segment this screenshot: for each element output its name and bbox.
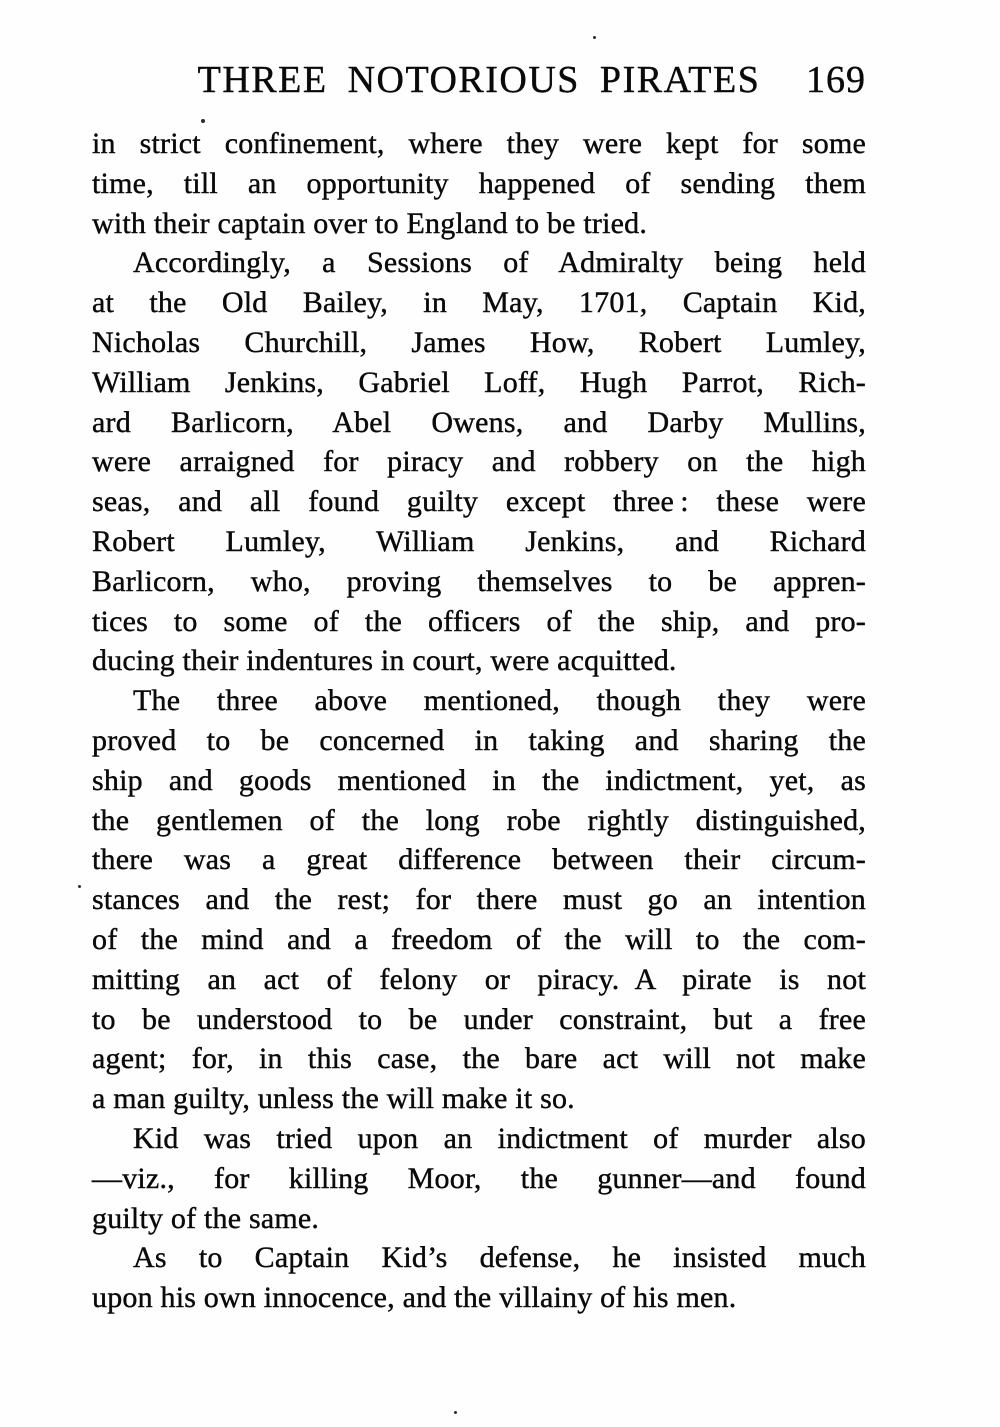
ink-speck bbox=[201, 119, 205, 123]
text-line: with their captain over to England to be tried. bbox=[92, 206, 648, 240]
text-line: Accordingly, a Sessions of Admiralty being held bbox=[133, 246, 866, 280]
text-line: ducing their indentures in court, were acquitted. bbox=[92, 644, 677, 678]
text-line: at the Old Bailey, in May, 1701, Captain Kid, bbox=[92, 286, 866, 320]
text-line: —viz., for killing Moor, the gunner—and found bbox=[92, 1161, 866, 1195]
text-line: ard Barlicorn, Abel Owens, and Darby Mullins, bbox=[92, 405, 866, 439]
text-line: Nicholas Churchill, James How, Robert Lumley, bbox=[92, 325, 866, 359]
text-line: Robert Lumley, William Jenkins, and Richard bbox=[92, 524, 866, 558]
ink-speck bbox=[454, 1411, 457, 1414]
text-line: to be understood to be under constraint, but a free bbox=[92, 1002, 866, 1036]
text-line: of the mind and a freedom of the will to the com- bbox=[92, 922, 866, 956]
text-line: stances and the rest; for there must go an intention bbox=[92, 883, 866, 917]
text-line: The three above mentioned, though they were bbox=[133, 684, 866, 718]
text-line: As to Captain Kid’s defense, he insisted much bbox=[133, 1241, 866, 1275]
ink-speck bbox=[78, 885, 81, 888]
text-line: ship and goods mentioned in the indictment, yet, as bbox=[92, 763, 866, 797]
page-header bbox=[92, 58, 866, 108]
text-line: there was a great difference between their circum- bbox=[92, 843, 866, 877]
text-line: Kid was tried upon an indictment of murder also bbox=[133, 1121, 866, 1155]
page-number: 169 bbox=[806, 59, 866, 101]
text-line: upon his own innocence, and the villainy of his men. bbox=[92, 1281, 737, 1315]
text-line: in strict confinement, where they were kept for some bbox=[92, 127, 866, 160]
page-body bbox=[92, 124, 866, 1318]
text-line: were arraigned for piracy and robbery on the high bbox=[92, 445, 866, 479]
text-line: a man guilty, unless the will make it so. bbox=[92, 1082, 575, 1116]
text-line: proved to be concerned in taking and sharing the bbox=[92, 723, 866, 757]
text-line: the gentlemen of the long robe rightly distinguished, bbox=[92, 803, 866, 837]
text-line: seas, and all found guilty except three : these were bbox=[92, 485, 866, 519]
text-line: time, till an opportunity happened of sending them bbox=[92, 166, 866, 200]
text-line: mitting an act of felony or piracy. A pirate is not bbox=[92, 962, 866, 996]
ink-speck bbox=[593, 36, 596, 39]
text-line: guilty of the same. bbox=[92, 1201, 320, 1235]
running-title: THREE NOTORIOUS PIRATES bbox=[197, 59, 761, 101]
text-line: agent; for, in this case, the bare act will not make bbox=[92, 1042, 866, 1076]
text-line: tices to some of the officers of the ship, and pro- bbox=[92, 604, 866, 638]
text-line: Barlicorn, who, proving themselves to be appren- bbox=[92, 564, 866, 598]
text-line: William Jenkins, Gabriel Loff, Hugh Parrot, Rich- bbox=[92, 365, 866, 399]
